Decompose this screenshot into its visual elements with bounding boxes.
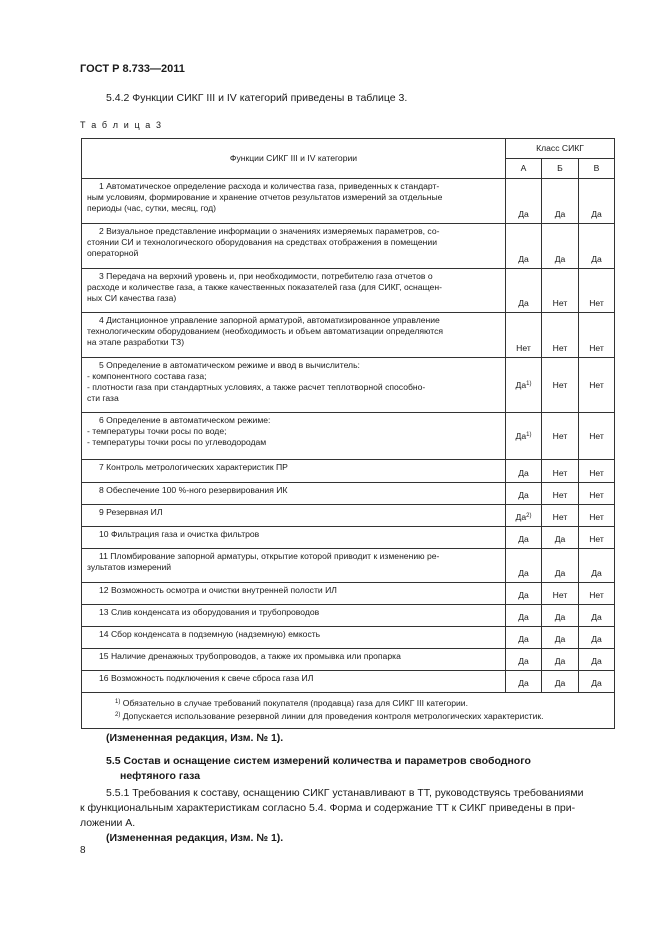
function-text-line: 4 Дистанционное управление запорной арматурой, автоматизированное управление — [99, 315, 440, 325]
class-value-text: Да — [554, 612, 566, 622]
function-text-line: - плотности газа при стандартных условиях, а также расчет теплотворной способно- — [87, 382, 426, 392]
table-caption: Т а б л и ц а 3 — [80, 120, 163, 130]
class-b-value — [542, 179, 579, 224]
class-a-value — [506, 527, 542, 549]
footnote-text: Обязательно в случае требований покупателя (продавца) газа для СИКГ III категории. — [120, 698, 468, 708]
function-text-line: 12 Возможность осмотра и очистки внутренней полости ИЛ — [99, 585, 337, 595]
column-header-class: Класс СИКГ — [506, 139, 615, 159]
column-header-a: А — [506, 159, 542, 179]
class-value-text: Да — [515, 379, 527, 390]
paragraph-line-1: 5.5.1 Требования к составу, оснащению СИКГ устанавливают в ТТ, руководствуясь требованиями — [106, 787, 584, 799]
class-c-value — [579, 549, 615, 583]
function-description — [82, 460, 506, 483]
class-value-text: Нет — [589, 379, 604, 390]
class-a-value — [506, 627, 542, 649]
class-value-text: Да — [518, 568, 529, 578]
class-a-value — [506, 671, 542, 693]
class-a-value — [506, 413, 542, 460]
function-text-line: 10 Фильтрация газа и очистка фильтров — [99, 529, 260, 539]
function-text-line: - температуры точки росы по углеводородам — [87, 437, 267, 447]
footnote — [115, 710, 608, 723]
class-value-text: Нет — [589, 430, 604, 441]
footnote-mark: 1) — [115, 699, 121, 705]
class-c-value — [579, 358, 615, 413]
class-b-value — [542, 224, 579, 269]
class-value-text: Нет — [552, 512, 568, 522]
function-description — [82, 505, 506, 527]
class-value-text: Да — [518, 254, 529, 264]
class-c-value — [579, 627, 615, 649]
function-text-line: технологическим оборудованием (необходимость и объем автоматизации определяются — [87, 326, 444, 336]
class-value-text: Да — [554, 254, 566, 264]
class-a-value — [506, 605, 542, 627]
class-value-text: Да — [591, 612, 602, 622]
class-c-value — [579, 413, 615, 460]
class-c-value — [579, 224, 615, 269]
function-description — [82, 358, 506, 413]
function-description — [82, 605, 506, 627]
table-row — [82, 313, 615, 358]
class-value-text: Да — [518, 612, 529, 622]
function-text-line: 5 Определение в автоматическом режиме и ввод в вычислитель: — [99, 360, 360, 370]
class-value-text: Нет — [552, 590, 568, 600]
function-description — [82, 224, 506, 269]
class-value-text: Да — [554, 534, 566, 544]
class-c-value — [579, 313, 615, 358]
function-text-line: сти газа — [87, 393, 119, 403]
class-value-text: Нет — [552, 490, 568, 500]
table-row — [82, 269, 615, 313]
class-value-text: Да — [515, 430, 527, 441]
class-value-text: Нет — [589, 343, 604, 353]
function-text-line: - компонентного состава газа; — [87, 371, 207, 381]
footnote-marker: 1) — [526, 431, 532, 438]
function-description — [82, 413, 506, 460]
function-description — [82, 549, 506, 583]
footnote-text: Допускается использование резервной линии для проведения контроля метрологических характеристик. — [120, 711, 544, 721]
class-value-text: Да — [591, 678, 602, 688]
class-b-value — [542, 627, 579, 649]
section-title-line-2: нефтяного газа — [120, 770, 201, 782]
function-description — [82, 583, 506, 605]
function-description — [82, 179, 506, 224]
table-row — [82, 605, 615, 627]
function-text-line: 3 Передача на верхний уровень и, при необходимости, потребителю газа отчетов о — [99, 271, 433, 281]
class-a-value — [506, 549, 542, 583]
paragraph-line-3: ложении А. — [80, 817, 136, 829]
function-text-line: 7 Контроль метрологических характеристик ПР — [99, 462, 288, 472]
class-value-text: Да — [554, 209, 566, 219]
function-text-line: на этапе разработки ТЗ) — [87, 337, 185, 347]
function-text-line: 9 Резервная ИЛ — [99, 507, 163, 517]
function-text-line: 14 Сбор конденсата в подземную (надземную) емкость — [99, 629, 321, 639]
class-b-value — [542, 549, 579, 583]
class-c-value — [579, 460, 615, 483]
table-row — [82, 179, 615, 224]
class-b-value — [542, 269, 579, 313]
class-c-value — [579, 483, 615, 505]
function-text-line: 6 Определение в автоматическом режиме: — [99, 415, 271, 425]
class-value-text: Нет — [589, 590, 604, 600]
table-notes-row — [82, 693, 615, 729]
class-c-value — [579, 605, 615, 627]
class-value-text: Да — [518, 678, 529, 688]
table-row — [82, 527, 615, 549]
class-value-text: Нет — [552, 468, 568, 478]
function-text-line: 15 Наличие дренажных трубопроводов, а также их промывка или пропарка — [99, 651, 401, 661]
class-value-text: Да — [518, 468, 529, 478]
function-description — [82, 313, 506, 358]
class-value-text: Нет — [589, 298, 604, 308]
function-text-line: 2 Визуальное представление информации о значениях измеряемых параметров, со- — [99, 226, 440, 236]
class-a-value — [506, 483, 542, 505]
function-description — [82, 483, 506, 505]
class-b-value — [542, 413, 579, 460]
class-value-text: Да — [554, 678, 566, 688]
function-description — [82, 269, 506, 313]
class-value-text: Нет — [552, 343, 568, 353]
class-b-value — [542, 527, 579, 549]
footnote — [115, 697, 608, 710]
function-text-line: 11 Пломбирование запорной арматуры, открытие которой приводит к изменению ре- — [99, 551, 440, 561]
class-b-value — [542, 313, 579, 358]
function-description — [82, 527, 506, 549]
table-row — [82, 224, 615, 269]
class-value-text: Нет — [552, 430, 568, 441]
class-c-value — [579, 583, 615, 605]
column-header-c: В — [579, 159, 615, 179]
class-a-value — [506, 583, 542, 605]
table-row — [82, 583, 615, 605]
class-a-value — [506, 460, 542, 483]
class-value-text: Нет — [552, 298, 568, 308]
class-a-value — [506, 505, 542, 527]
function-text-line: стоянии СИ и технологического оборудования на средствах отображения в помещении — [87, 237, 437, 247]
class-value-text: Да — [518, 209, 529, 219]
function-text-line: ным условиям, формирование и хранение отчетов результатов измерений за отдельные — [87, 192, 443, 202]
intro-paragraph: 5.4.2 Функции СИКГ III и IV категорий приведены в таблице 3. — [106, 92, 408, 104]
class-value-text: Нет — [589, 534, 604, 544]
table-row — [82, 671, 615, 693]
function-text-line: ных СИ качества газа) — [87, 293, 177, 303]
table-row — [82, 505, 615, 527]
function-text-line: 8 Обеспечение 100 %-ного резервирования ИК — [99, 485, 288, 495]
class-value-text: Нет — [589, 490, 604, 500]
class-b-value — [542, 483, 579, 505]
class-c-value — [579, 649, 615, 671]
paragraph-line-2: к функциональным характеристикам согласно 5.4. Форма и содержание ТТ к СИКГ приведены в при- — [80, 802, 576, 814]
class-b-value — [542, 605, 579, 627]
table-row — [82, 358, 615, 413]
class-b-value — [542, 460, 579, 483]
function-description — [82, 671, 506, 693]
page-number: 8 — [80, 845, 86, 856]
function-text-line: - температуры точки росы по воде; — [87, 426, 227, 436]
class-a-value — [506, 224, 542, 269]
class-value-text: Да — [554, 634, 566, 644]
class-c-value — [579, 527, 615, 549]
class-value-text: Да — [591, 254, 602, 264]
class-value-text: Да — [518, 590, 529, 600]
class-value-text: Да — [554, 656, 566, 666]
section-title-line-1: 5.5 Состав и оснащение систем измерений количества и параметров свободного — [106, 755, 531, 767]
footnote-marker: 1) — [526, 380, 532, 387]
class-b-value — [542, 583, 579, 605]
table-row — [82, 483, 615, 505]
function-text-line: 16 Возможность подключения к свече сброса газа ИЛ — [99, 673, 314, 683]
table-row — [82, 627, 615, 649]
column-header-b: Б — [542, 159, 579, 179]
class-value-text: Да — [518, 656, 529, 666]
class-c-value — [579, 269, 615, 313]
function-text-line: расходе и количестве газа, а также качественных показателей газа (для СИКГ, оснащен- — [87, 282, 442, 292]
function-text-line: периоды (час, сутки, месяц, год) — [87, 203, 216, 213]
class-value-text: Да — [515, 512, 527, 522]
class-b-value — [542, 505, 579, 527]
amendment-note-2: (Измененная редакция, Изм. № 1). — [106, 832, 284, 844]
class-value-text: Да — [518, 534, 529, 544]
class-a-value — [506, 269, 542, 313]
class-c-value — [579, 671, 615, 693]
class-value-text: Да — [518, 634, 529, 644]
class-value-text: Да — [591, 568, 602, 578]
class-value-text: Да — [591, 656, 602, 666]
class-c-value — [579, 179, 615, 224]
class-b-value — [542, 358, 579, 413]
column-header-functions: Функции СИКГ III и IV категории — [82, 139, 506, 179]
amendment-note-1: (Измененная редакция, Изм. № 1). — [106, 732, 284, 744]
class-value-text: Нет — [552, 379, 568, 390]
function-text-line: 1 Автоматическое определение расхода и количества газа, приведенных к стандарт- — [99, 181, 440, 191]
class-value-text: Да — [591, 634, 602, 644]
class-a-value — [506, 358, 542, 413]
table-row — [82, 460, 615, 483]
functions-table — [81, 138, 615, 729]
function-description — [82, 649, 506, 671]
class-value-text: Нет — [589, 512, 604, 522]
class-a-value — [506, 313, 542, 358]
class-value-text: Да — [591, 209, 602, 219]
footnote-marker: 2) — [526, 513, 532, 519]
table-row — [82, 649, 615, 671]
function-text-line: 13 Слив конденсата из оборудования и трубопроводов — [99, 607, 320, 617]
class-value-text: Нет — [589, 468, 604, 478]
class-a-value — [506, 649, 542, 671]
class-value-text: Да — [518, 490, 529, 500]
class-value-text: Нет — [516, 343, 531, 353]
class-b-value — [542, 671, 579, 693]
class-value-text: Да — [518, 298, 529, 308]
table-footnotes — [82, 693, 615, 729]
footnote-mark: 2) — [115, 712, 121, 718]
class-c-value — [579, 505, 615, 527]
document-code: ГОСТ Р 8.733—2011 — [80, 63, 185, 75]
function-description — [82, 627, 506, 649]
class-a-value — [506, 179, 542, 224]
table-row — [82, 549, 615, 583]
function-text-line: операторной — [87, 248, 139, 258]
class-b-value — [542, 649, 579, 671]
class-value-text: Да — [554, 568, 566, 578]
function-text-line: зультатов измерений — [87, 562, 172, 572]
table-row — [82, 413, 615, 460]
